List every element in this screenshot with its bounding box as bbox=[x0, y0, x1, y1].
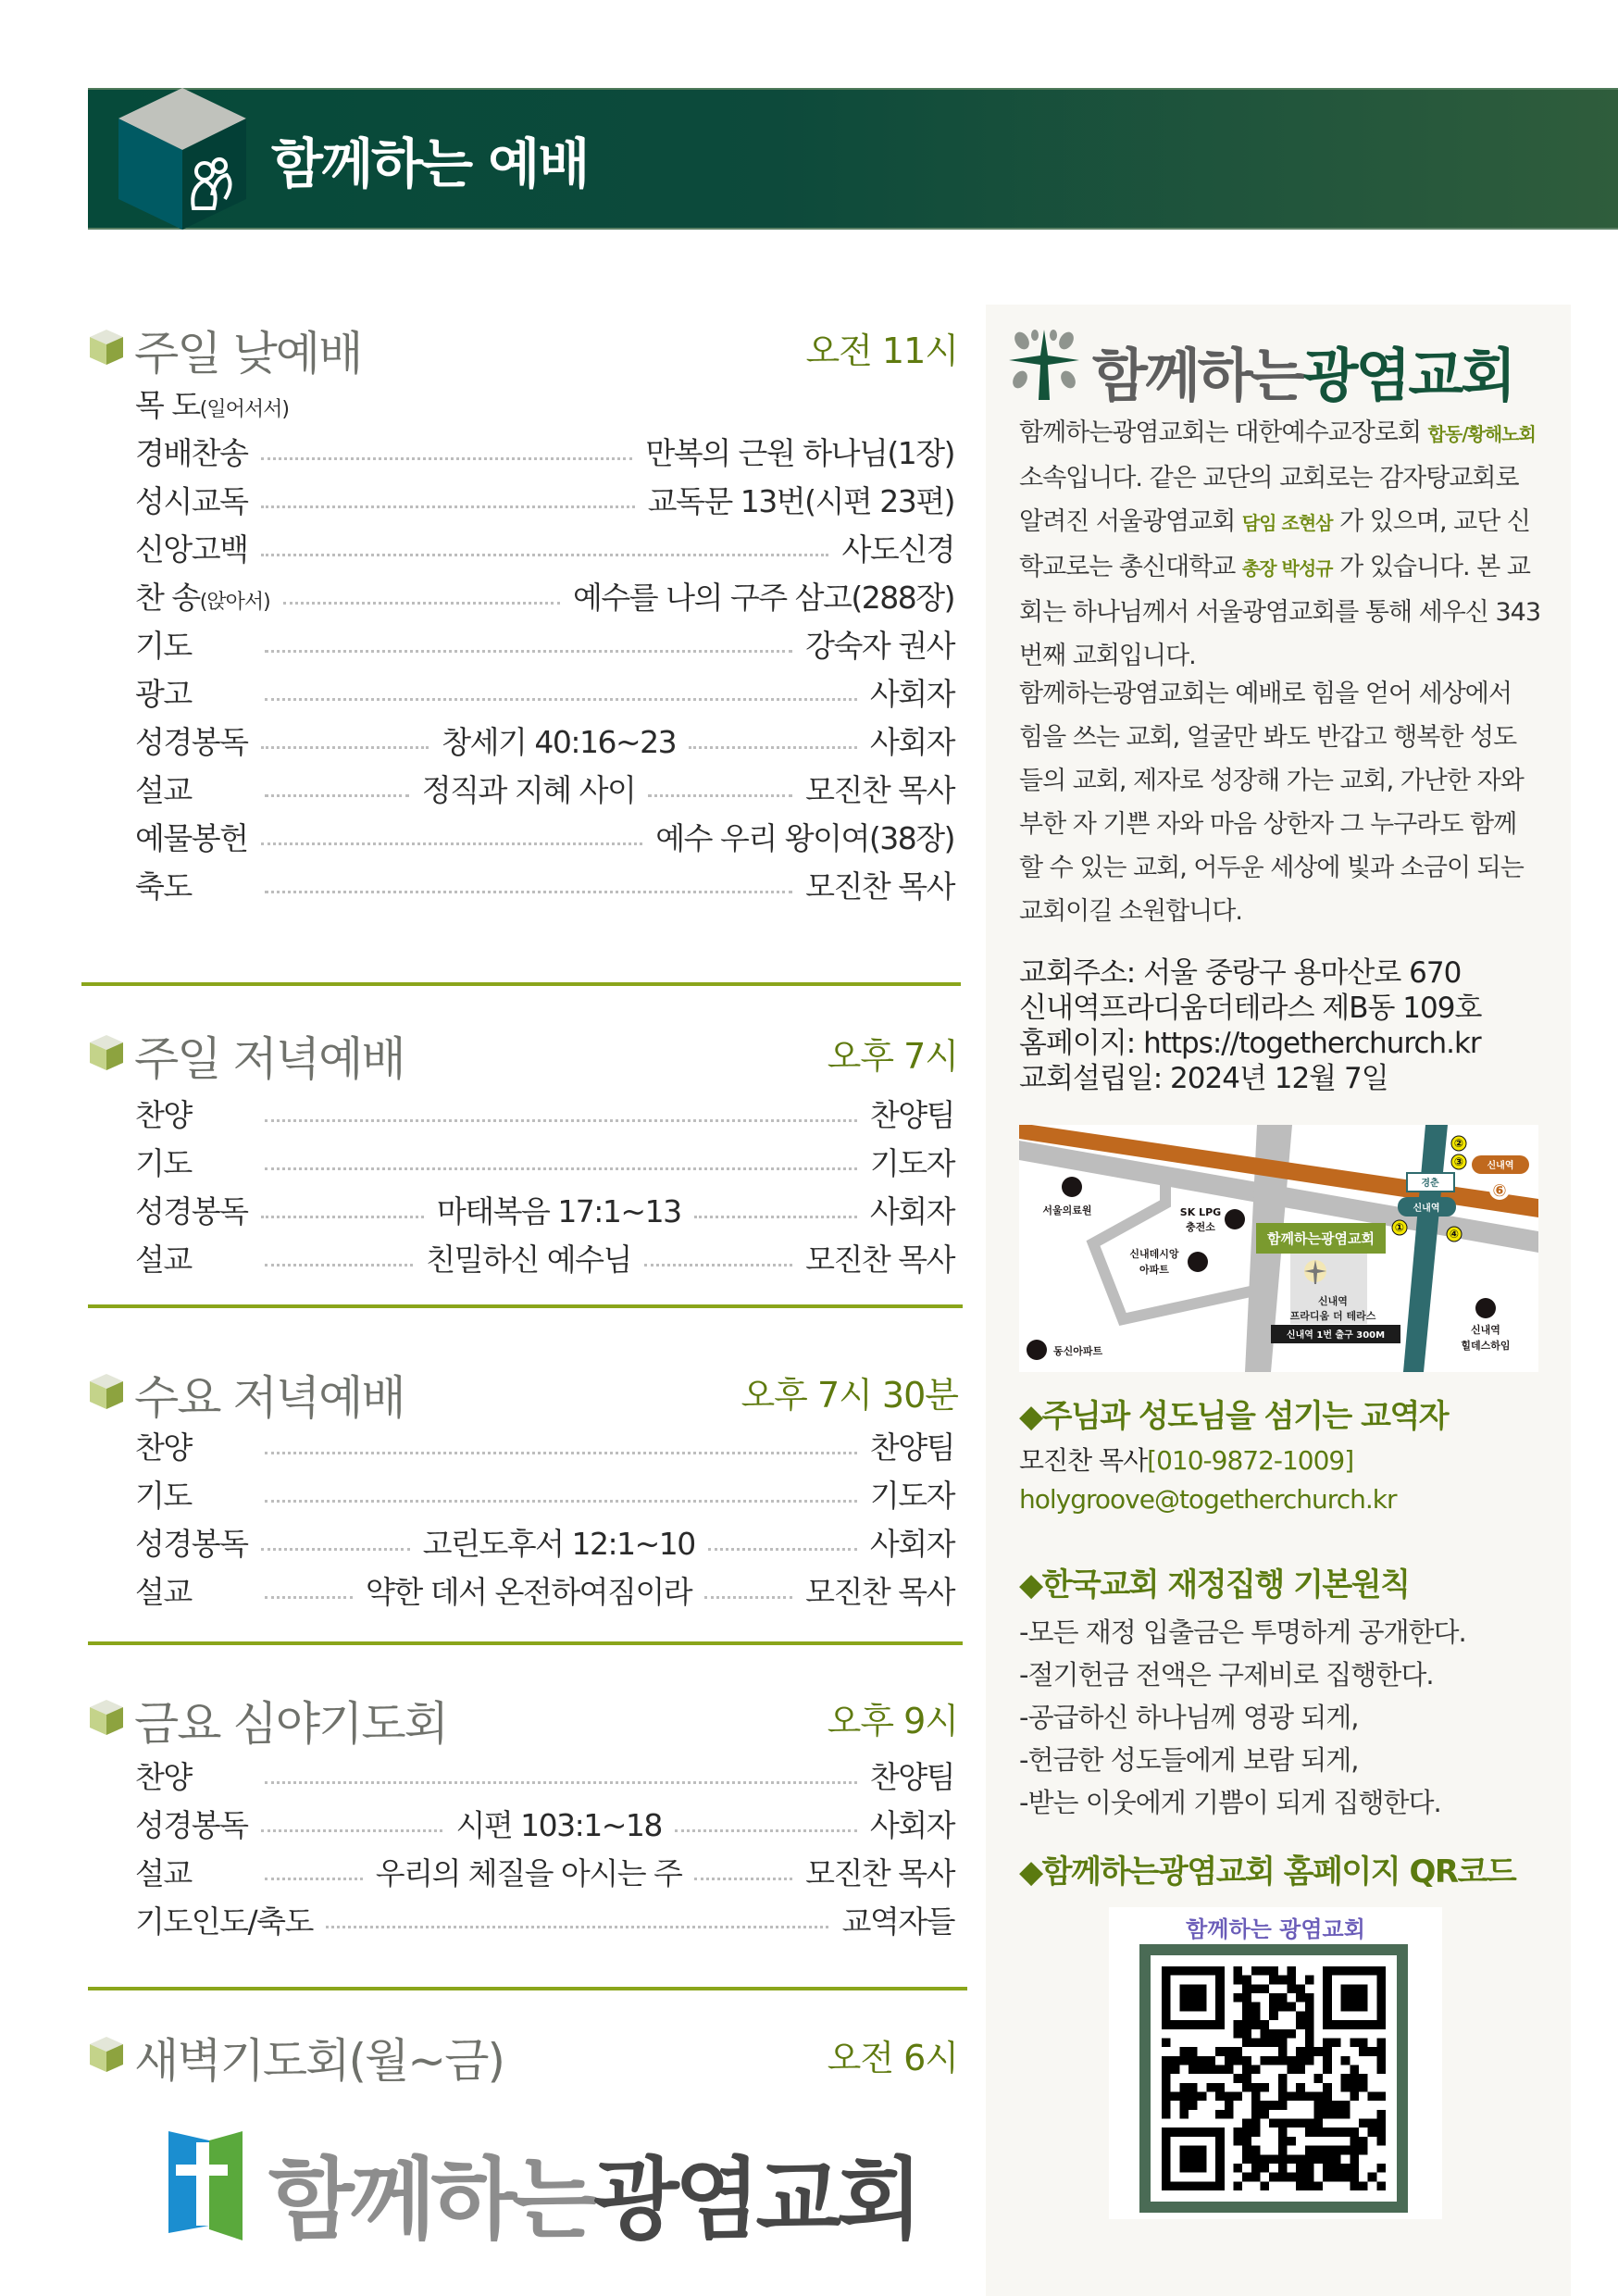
list-item: -받는 이웃에게 기쁨이 되게 집행한다. bbox=[1019, 1787, 1441, 1818]
row-leader: 예수를 나의 구주 삼고(288장) bbox=[573, 580, 954, 616]
panel-church-logo bbox=[1092, 330, 1513, 412]
map-line6-station-label: 신내역 bbox=[1487, 1161, 1514, 1171]
worship-row bbox=[135, 569, 954, 618]
worship-row bbox=[135, 1135, 954, 1183]
worship-row bbox=[135, 1749, 954, 1797]
dotted-leader bbox=[265, 891, 792, 893]
order-of-worship bbox=[135, 1749, 954, 1941]
dotted-leader bbox=[265, 698, 857, 701]
row-leader: 교역자들 bbox=[841, 1903, 954, 1940]
dotted-leader bbox=[265, 1452, 857, 1454]
row-label: 기도 bbox=[135, 628, 192, 664]
row-label: 기도인도/축도 bbox=[135, 1903, 313, 1940]
row-content: 우리의 체질을 아시는 주 bbox=[375, 1855, 682, 1891]
row-note: (일어서서) bbox=[199, 398, 289, 421]
intro-text: 함께하는광염교회는 대한예수교장로회 bbox=[1019, 418, 1428, 447]
church-cross-leaf-icon bbox=[1007, 330, 1081, 400]
church-vision-paragraph: 함께하는광염교회는 예배로 힘을 얻어 세상에서 힘을 쓰는 교회, 얼굴만 봐도 반갑고 행복한 성도들의 교회, 제자로 성장해 가는 교회, 가난한 자와 부한 자 기쁜 자와 마음 상한자 그 누구라도 함께 할 수 있는 교회, 어두운 세상에 빛과 소금이 되는 교회이길 소원합니다. bbox=[1019, 680, 1524, 926]
dotted-leader bbox=[261, 842, 643, 845]
row-leader: 모진찬 목사 bbox=[805, 1574, 954, 1610]
row-leader: 만복의 근원 하나님(1장) bbox=[645, 435, 954, 471]
row-leader: 기도자 bbox=[869, 1478, 954, 1514]
row-leader: 기도자 bbox=[869, 1145, 954, 1181]
intro-text: 가 있으며, 교단 신학교로는 총신대학교 bbox=[1019, 507, 1530, 581]
row-leader: 모진찬 목사 bbox=[805, 1242, 954, 1278]
cube-bullet-icon bbox=[88, 1033, 125, 1076]
minister-email[interactable]: holygroove@togetherchurch.kr bbox=[1019, 1484, 1397, 1515]
intro-highlight: 담임 조현삼 bbox=[1241, 512, 1333, 534]
map-landmark: 충전소 bbox=[1186, 1221, 1215, 1233]
map-landmark: 신내역 bbox=[1471, 1324, 1500, 1336]
row-leader: 예수 우리 왕이여(38장) bbox=[655, 820, 954, 856]
people-cube-icon bbox=[116, 86, 250, 232]
row-content: 정직과 지혜 사이 bbox=[421, 772, 636, 808]
worship-row bbox=[135, 1231, 954, 1279]
dotted-leader bbox=[644, 1264, 792, 1267]
logo-part1: 함께하는 bbox=[1092, 342, 1303, 409]
founding-date: 교회설립일: 2024년 12월 7일 bbox=[1019, 1062, 1388, 1095]
map-exit-1: ① bbox=[1394, 1221, 1405, 1234]
church-address bbox=[1019, 955, 1481, 1096]
map-landmark: SK LPG bbox=[1179, 1206, 1222, 1218]
logo-part2: 광염교회 bbox=[592, 2148, 918, 2252]
church-door-logo-icon bbox=[167, 2129, 250, 2240]
dotted-leader bbox=[261, 746, 429, 749]
dotted-leader bbox=[265, 1500, 857, 1503]
map-landmark: 힐데스하임 bbox=[1461, 1340, 1511, 1352]
row-content: 친밀하신 예수님 bbox=[426, 1242, 631, 1278]
row-content: 고린도후서 12:1~10 bbox=[422, 1526, 695, 1562]
row-leader: 사회자 bbox=[869, 724, 954, 760]
row-label: 신앙고백 bbox=[135, 531, 248, 568]
order-of-worship bbox=[135, 377, 954, 906]
logo-part2: 광염교회 bbox=[1302, 342, 1514, 409]
section-divider bbox=[88, 1987, 967, 1990]
row-leader: 강숙자 권사 bbox=[805, 628, 954, 664]
dotted-leader bbox=[261, 1548, 410, 1551]
worship-row bbox=[135, 377, 954, 425]
intro-text: 소속입니다. 같은 교단의 교회로는 감자탕교회로 알려진 서울광염교회 bbox=[1019, 464, 1519, 536]
dotted-leader bbox=[261, 505, 635, 508]
map-building-label: 프라디움 더 테라스 bbox=[1289, 1310, 1376, 1322]
row-label: 성경봉독 bbox=[135, 724, 248, 760]
map-building-label: 신내역 bbox=[1318, 1295, 1348, 1307]
cube-bullet-icon bbox=[88, 2035, 125, 2078]
section-time: 오후 7시 bbox=[827, 1036, 958, 1077]
row-label: 경배찬송 bbox=[135, 435, 248, 471]
list-item: -모든 재정 입출금은 투명하게 공개한다. bbox=[1019, 1616, 1466, 1648]
section-heading bbox=[88, 317, 958, 381]
row-content: 마태복음 17:1~13 bbox=[436, 1193, 681, 1229]
worship-row bbox=[135, 810, 954, 858]
list-item: -헌금한 성도들에게 보람 되게, bbox=[1019, 1744, 1359, 1776]
map-landmark: 아파트 bbox=[1139, 1264, 1169, 1276]
qr-title: 함께하는 광염교회 bbox=[1186, 1916, 1365, 1942]
dotted-leader bbox=[265, 1878, 363, 1880]
dotted-leader bbox=[265, 1596, 353, 1599]
section-heading bbox=[88, 2024, 958, 2088]
qr-code-icon[interactable] bbox=[1162, 1966, 1386, 2190]
row-label: 설교 bbox=[135, 772, 192, 808]
worship-row bbox=[135, 1845, 954, 1893]
worship-row bbox=[135, 1564, 954, 1612]
row-label: 목 도(일어서서) bbox=[135, 387, 289, 423]
row-content: 시편 103:1~18 bbox=[455, 1807, 662, 1843]
row-leader: 사도신경 bbox=[841, 531, 954, 568]
map-landmark: 신내데시앙 bbox=[1129, 1248, 1179, 1260]
order-of-worship bbox=[135, 1087, 954, 1279]
row-label: 찬양 bbox=[135, 1429, 192, 1466]
row-label: 찬양 bbox=[135, 1097, 192, 1133]
header-title: 함께하는 예배 bbox=[271, 132, 589, 195]
row-note: (앉아서) bbox=[199, 591, 270, 614]
address-line: 신내역프라디움더테라스 제B동 109호 bbox=[1019, 992, 1482, 1025]
intro-text: 가 있습니다. 본 교회는 하나님께서 서울광염교회를 통해 세우신 343번째 교회입니다. bbox=[1019, 553, 1541, 670]
row-content: 창세기 40:16~23 bbox=[442, 724, 677, 760]
dotted-leader bbox=[675, 1829, 857, 1832]
row-leader: 사회자 bbox=[869, 1807, 954, 1843]
row-leader: 교독문 13번(시편 23편) bbox=[647, 483, 954, 519]
list-item: -공급하신 하나님께 영광 되게, bbox=[1019, 1702, 1359, 1733]
worship-row bbox=[135, 618, 954, 666]
cube-bullet-icon bbox=[88, 1372, 125, 1415]
row-label: 설교 bbox=[135, 1855, 192, 1891]
row-label: 성경봉독 bbox=[135, 1526, 248, 1562]
row-leader: 사회자 bbox=[869, 676, 954, 712]
church-intro-paragraph bbox=[1019, 411, 1547, 678]
section-time: 오후 7시 30분 bbox=[741, 1375, 958, 1416]
row-leader: 모진찬 목사 bbox=[805, 772, 954, 808]
list-item: -절기헌금 전액은 구제비로 집행한다. bbox=[1019, 1659, 1434, 1691]
worship-row bbox=[135, 1087, 954, 1135]
dotted-leader bbox=[261, 1216, 424, 1218]
map-exit-3: ③ bbox=[1453, 1155, 1464, 1168]
worship-row bbox=[135, 1183, 954, 1231]
qr-heading: ◆함께하는광염교회 홈페이지 QR코드 bbox=[1019, 1853, 1516, 1890]
worship-row bbox=[135, 1797, 954, 1845]
worship-row bbox=[135, 1516, 954, 1564]
row-label: 찬 송(앉아서) bbox=[135, 580, 270, 616]
dotted-leader bbox=[265, 650, 792, 653]
row-leader: 사회자 bbox=[869, 1526, 955, 1562]
minister-heading: ◆주님과 성도님을 섬기는 교역자 bbox=[1019, 1398, 1449, 1435]
worship-row bbox=[135, 666, 954, 714]
row-label: 성경봉독 bbox=[135, 1193, 248, 1229]
row-leader: 찬양팀 bbox=[869, 1759, 954, 1795]
dotted-leader bbox=[283, 602, 560, 605]
section-divider bbox=[88, 1641, 963, 1645]
location-map bbox=[1019, 1125, 1538, 1372]
map-line6-badge: ⑥ bbox=[1492, 1181, 1507, 1201]
dotted-leader bbox=[689, 746, 857, 749]
cube-bullet-icon bbox=[88, 328, 125, 370]
address-line: 교회주소: 서울 중랑구 용마산로 670 bbox=[1019, 956, 1462, 990]
row-label: 성시교독 bbox=[135, 483, 248, 519]
map-gyeongchun-label: 경춘 bbox=[1421, 1179, 1439, 1189]
section-heading bbox=[88, 1687, 958, 1751]
section-time: 오전 11시 bbox=[805, 331, 958, 371]
worship-row bbox=[135, 425, 954, 473]
minister-phone[interactable]: [010-9872-1009] bbox=[1147, 1445, 1354, 1476]
finance-principles-list bbox=[1019, 1611, 1466, 1824]
row-label: 기도 bbox=[135, 1145, 192, 1181]
map-landmark: 동신아파트 bbox=[1053, 1345, 1103, 1357]
worship-row bbox=[135, 762, 954, 810]
order-of-worship bbox=[135, 1419, 954, 1612]
map-exit-4: ④ bbox=[1449, 1228, 1460, 1241]
map-landmark: 서울의료원 bbox=[1042, 1204, 1092, 1217]
dotted-leader bbox=[648, 794, 792, 797]
minister-name: 모진찬 목사 bbox=[1019, 1445, 1148, 1476]
row-leader: 모진찬 목사 bbox=[805, 868, 954, 905]
row-leader: 모진찬 목사 bbox=[805, 1855, 955, 1891]
dotted-leader bbox=[708, 1548, 857, 1551]
row-label: 광고 bbox=[135, 676, 192, 712]
cube-bullet-icon bbox=[88, 1698, 125, 1741]
homepage-link[interactable]: 홈페이지: https://togetherchurch.kr bbox=[1019, 1027, 1481, 1060]
logo-part1: 함께하는 bbox=[268, 2148, 593, 2252]
section-title: 금요 심야기도회 bbox=[134, 1697, 447, 1751]
section-heading bbox=[88, 1022, 958, 1086]
worship-row bbox=[135, 858, 954, 906]
row-label: 축도 bbox=[135, 868, 192, 905]
section-title: 주일 저녁예배 bbox=[134, 1032, 404, 1086]
intro-highlight: 합동/황해노회 bbox=[1427, 423, 1536, 445]
dotted-leader bbox=[265, 1119, 857, 1122]
worship-row bbox=[135, 1467, 954, 1516]
map-exit-2: ② bbox=[1453, 1137, 1464, 1150]
row-leader: 사회자 bbox=[869, 1193, 954, 1229]
row-label: 기도 bbox=[135, 1478, 192, 1514]
dotted-leader bbox=[261, 457, 633, 460]
section-time: 오전 6시 bbox=[827, 2038, 958, 2078]
dotted-leader bbox=[261, 1829, 443, 1832]
dotted-leader bbox=[704, 1596, 792, 1599]
map-exit-label: 신내역 1번 출구 300M bbox=[1286, 1330, 1386, 1341]
map-church-label: 함께하는광염교회 bbox=[1267, 1230, 1375, 1247]
qr-code-frame[interactable] bbox=[1139, 1944, 1408, 2213]
worship-row bbox=[135, 521, 954, 569]
section-title: 주일 낮예배 bbox=[134, 327, 362, 381]
dotted-leader bbox=[265, 1781, 857, 1784]
row-label: 예물봉헌 bbox=[135, 820, 248, 856]
row-label: 설교 bbox=[135, 1242, 192, 1278]
row-label: 설교 bbox=[135, 1574, 192, 1610]
dotted-leader bbox=[261, 554, 829, 556]
row-leader: 찬양팀 bbox=[869, 1097, 954, 1133]
worship-row bbox=[135, 1419, 954, 1467]
row-label: 성경봉독 bbox=[135, 1807, 248, 1843]
section-heading bbox=[88, 1361, 958, 1425]
dotted-leader bbox=[265, 1167, 857, 1170]
row-content: 약한 데서 온전하여짐이라 bbox=[365, 1574, 692, 1610]
map-station-label: 신내역 bbox=[1413, 1204, 1440, 1214]
dotted-leader bbox=[694, 1216, 857, 1218]
section-title: 새벽기도회(월~금) bbox=[134, 2034, 504, 2088]
finance-heading: ◆한국교회 재정집행 기본원칙 bbox=[1019, 1566, 1410, 1603]
section-divider bbox=[81, 982, 961, 986]
dotted-leader bbox=[265, 1264, 413, 1267]
minister-contact bbox=[1019, 1441, 1353, 1478]
worship-row bbox=[135, 714, 954, 762]
worship-row bbox=[135, 1893, 954, 1941]
section-divider bbox=[88, 1304, 963, 1308]
row-leader: 찬양팀 bbox=[869, 1429, 954, 1466]
row-label: 찬양 bbox=[135, 1759, 192, 1795]
dotted-leader bbox=[326, 1926, 829, 1928]
section-title: 수요 저녁예배 bbox=[134, 1371, 404, 1425]
intro-highlight: 총장 박성규 bbox=[1241, 557, 1333, 580]
bottom-church-logo bbox=[268, 2129, 918, 2256]
section-time: 오후 9시 bbox=[827, 1701, 958, 1741]
dotted-leader bbox=[265, 794, 409, 797]
worship-row bbox=[135, 473, 954, 521]
dotted-leader bbox=[694, 1878, 792, 1880]
